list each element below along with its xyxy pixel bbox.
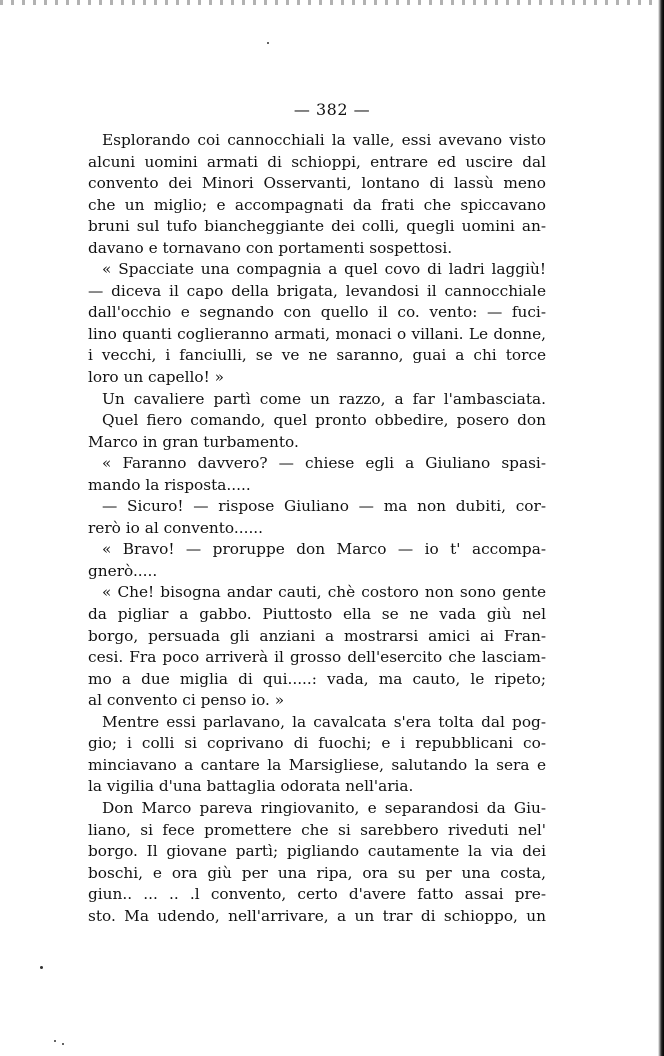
text-line: mando la risposta..... [88, 475, 251, 494]
text-line: gio; i colli si coprivano di fuochi; e i repubblicani co- [88, 734, 546, 753]
ink-speck [267, 42, 269, 44]
text-line: cesi. Fra poco arriverà il grosso dell'esercito che lasciam- [88, 648, 546, 667]
text-line: convento dei Minori Osservanti, lontano di lassù meno [88, 174, 546, 193]
text-line: Quel fiero comando, quel pronto obbedire, posero don [102, 411, 546, 430]
text-line: Marco in gran turbamento. [88, 432, 299, 451]
text-line: sto. Ma udendo, nell'arrivare, a un trar di schioppo, un [88, 906, 546, 925]
text-line: da pigliar a gabbo. Piuttosto ella se ne vada giù nel [88, 605, 546, 624]
text-line: Un cavaliere partì come un razzo, a far l'ambasciata. [102, 389, 546, 408]
ink-speck [54, 1040, 56, 1042]
text-line: « Faranno davvero? — chiese egli a Giuliano spasi- [102, 454, 546, 473]
ink-speck [40, 966, 43, 969]
text-line: borgo. Il giovane partì; pigliando cautamente la via dei [88, 842, 546, 861]
text-line: rerò io al convento...... [88, 518, 264, 537]
text-line: dall'occhio e segnando con quello il co. vento: — fuci- [88, 303, 546, 322]
text-line: liano, si fece promettere che si sarebbero riveduti nel' [88, 820, 546, 839]
page-number: — 382 — [293, 100, 371, 119]
text-line: gnerò..... [88, 561, 158, 580]
top-edge-shadow [0, 0, 664, 5]
text-line: boschi, e ora giù per una ripa, ora su per una costa, [88, 863, 546, 882]
text-line: la vigilia d'una battaglia odorata nell'aria. [88, 777, 414, 796]
text-line: mo a due miglia di qui.....: vada, ma cauto, le ripeto; [88, 669, 546, 688]
text-line: borgo, persuada gli anziani a mostrarsi amici ai Fran- [88, 626, 546, 645]
text-line: i vecchi, i fanciulli, se ve ne saranno, guai a chi torce [88, 346, 546, 365]
text-line: alcuni uomini armati di schioppi, entrare ed uscire dal [88, 152, 546, 171]
ink-speck [62, 1043, 64, 1045]
text-line: « Spacciate una compagnia a quel covo di ladri laggiù! [102, 260, 546, 279]
text-line: Esplorando coi cannocchiali la valle, essi avevano visto [102, 131, 546, 149]
text-line: che un miglio; e accompagnati da frati che spiccavano [88, 195, 546, 214]
text-line: — Sicuro! — rispose Giuliano — ma non dubiti, cor- [102, 497, 546, 516]
text-line: Mentre essi parlavano, la cavalcata s'era tolta dal pog- [102, 712, 546, 731]
text-line: davano e tornavano con portamenti sospettosi. [88, 238, 453, 257]
text-line: loro un capello! » [88, 368, 224, 387]
text-line: Don Marco pareva ringiovanito, e separandosi da Giu- [102, 798, 546, 817]
text-line: minciavano a cantare la Marsigliese, salutando la sera e [88, 755, 546, 774]
text-line: « Bravo! — proruppe don Marco — io t' accompa- [102, 540, 546, 559]
text-line: — diceva il capo della brigata, levandosi il cannocchiale [88, 281, 546, 300]
text-line: al convento ci penso io. » [88, 691, 285, 710]
text-line: lino quanti coglieranno armati, monaci o villani. Le donne, [88, 324, 546, 343]
text-line: giun.. ... .. .l convento, certo d'avere fatto assai pre- [88, 885, 546, 904]
right-page-edge [658, 0, 664, 1056]
body-text [88, 130, 546, 927]
text-line: bruni sul tufo biancheggiante dei colli, quegli uomini an- [88, 217, 546, 236]
text-line: « Che! bisogna andar cauti, chè costoro non sono gente [102, 583, 546, 602]
